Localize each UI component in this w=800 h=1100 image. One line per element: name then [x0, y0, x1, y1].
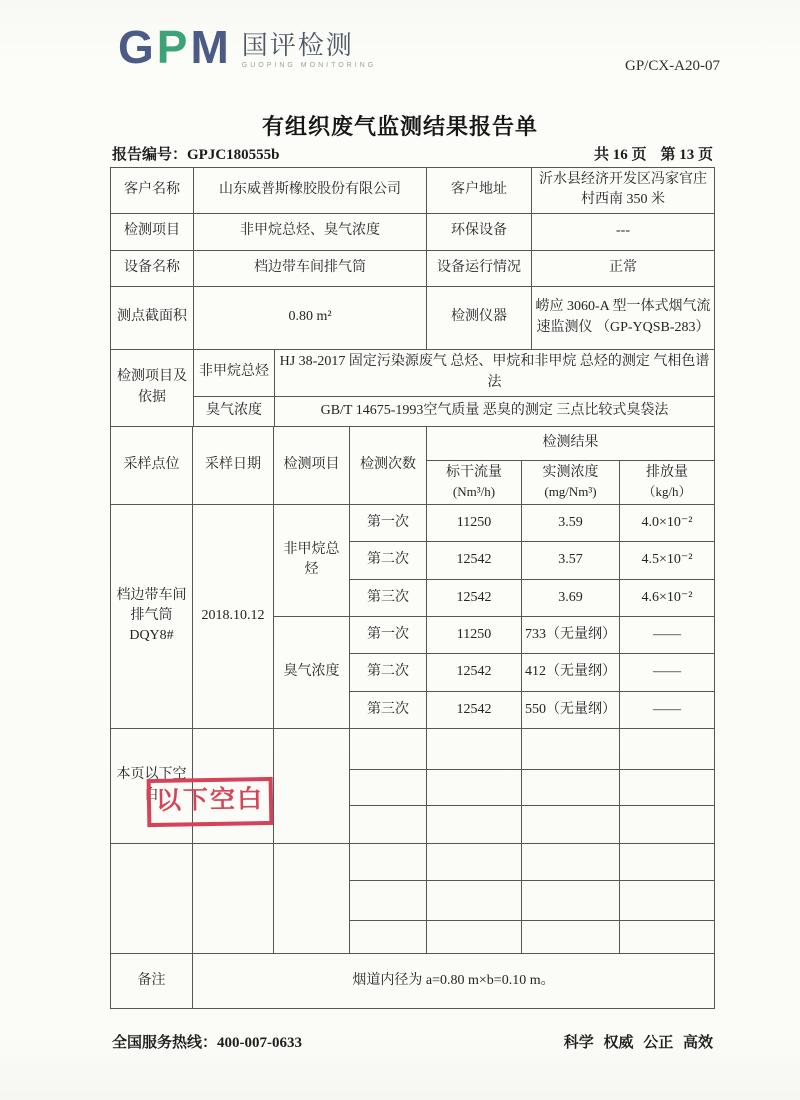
empty-cell — [427, 880, 522, 920]
col-header-item: 检测项目 — [274, 426, 350, 504]
report-number-label: 报告编号： — [112, 147, 188, 163]
page-current: 第 13 页 — [660, 147, 713, 163]
empty-cell — [350, 843, 427, 880]
result-conc: 550（无量纲） — [522, 691, 620, 728]
result-item: 非甲烷总烃 — [274, 504, 350, 616]
result-flow: 11250 — [427, 504, 522, 541]
result-conc: 3.57 — [522, 541, 620, 579]
info-label: 检测项目 — [111, 213, 194, 250]
col-header-flow — [427, 460, 522, 504]
info-value: --- — [532, 213, 715, 250]
method-item: 非甲烷总烃 — [194, 349, 275, 396]
page-title: 有组织废气监测结果报告单 — [261, 114, 538, 139]
result-flow: 12542 — [427, 691, 522, 728]
info-value: 崂应 3060-A 型一体式烟气流速监测仪 （GP-YQSB-283） — [532, 286, 715, 349]
table-row — [111, 286, 715, 349]
result-times: 第三次 — [350, 579, 427, 616]
result-times: 第二次 — [350, 541, 427, 579]
result-flow: 12542 — [427, 541, 522, 579]
header-conc-label: 实测浓度 — [542, 464, 599, 480]
remark-text: 烟道内径为 a=0.80 m×b=0.10 m。 — [193, 953, 715, 1008]
info-value: 山东威普斯橡胶股份有限公司 — [194, 168, 427, 214]
sampling-point — [111, 504, 193, 728]
empty-cell — [350, 728, 427, 769]
hotline-label: 全国服务热线： — [112, 1035, 218, 1051]
empty-cell — [620, 805, 715, 843]
header-flow-unit: (Nm³/h) — [452, 483, 496, 499]
table-row — [111, 426, 715, 460]
header-flow-label: 标干流量 — [446, 464, 502, 480]
empty-cell — [620, 769, 715, 805]
empty-cell — [620, 880, 715, 920]
sampling-point-line: 排气筒 — [130, 608, 173, 624]
report-tables — [110, 167, 714, 1009]
info-label: 环保设备 — [427, 213, 532, 250]
result-times: 第二次 — [350, 653, 427, 691]
result-emission: —— — [620, 616, 715, 653]
empty-cell — [620, 843, 715, 880]
info-value: 非甲烷总烃、臭气浓度 — [194, 213, 427, 250]
result-conc: 3.59 — [522, 504, 620, 541]
info-label: 设备运行情况 — [427, 250, 532, 286]
methods-label: 检测项目及依据 — [111, 349, 194, 426]
empty-cell — [620, 920, 715, 953]
col-header-emission — [620, 460, 715, 504]
result-conc: 412（无量纲） — [522, 653, 620, 691]
empty-cell — [522, 880, 620, 920]
empty-cell — [522, 769, 620, 805]
empty-cell — [274, 728, 350, 843]
table-row — [111, 250, 715, 286]
info-label: 测点截面积 — [111, 286, 194, 349]
result-emission: —— — [620, 653, 715, 691]
empty-cell — [427, 843, 522, 880]
table-row — [111, 213, 715, 250]
results-table — [110, 426, 715, 1009]
hotline-number: 400-007-0633 — [217, 1035, 303, 1051]
page-footer — [112, 1031, 713, 1052]
logo-gpm-letters — [118, 21, 232, 73]
logo-name-en: GUOPING MONITORING — [241, 62, 377, 69]
table-row — [111, 953, 715, 1008]
pagination — [594, 143, 713, 164]
empty-cell — [522, 805, 620, 843]
table-row — [111, 504, 715, 541]
col-header-times: 检测次数 — [350, 426, 427, 504]
result-emission: 4.5×10⁻² — [620, 541, 715, 579]
empty-cell — [111, 843, 193, 953]
method-standard: HJ 38-2017 固定污染源废气 总烃、甲烷和非甲烷 总烃的测定 气相色谱法 — [275, 349, 715, 396]
header-emission-unit: （kg/h） — [642, 483, 692, 499]
table-row — [111, 168, 715, 214]
logo-name-cn: 国评检测 — [241, 30, 354, 60]
result-conc: 3.69 — [522, 579, 620, 616]
empty-cell — [427, 920, 522, 953]
report-number-line — [112, 143, 713, 164]
col-header-group: 检测结果 — [427, 426, 715, 460]
method-standard: GB/T 14675-1993空气质量 恶臭的测定 三点比较式臭袋法 — [275, 396, 715, 426]
empty-cell — [350, 880, 427, 920]
sampling-point-line: 档边带车间 — [116, 587, 187, 603]
empty-cell — [427, 769, 522, 805]
blank-stamp: 以下空白 — [147, 777, 274, 827]
info-label: 客户名称 — [111, 168, 194, 214]
result-times: 第一次 — [350, 616, 427, 653]
result-flow: 11250 — [427, 616, 522, 653]
col-header-date: 采样日期 — [193, 426, 274, 504]
info-value: 沂水县经济开发区冯家官庄村西南 350 米 — [532, 168, 715, 214]
info-label: 检测仪器 — [427, 286, 532, 349]
pages-total: 共 16 页 — [593, 147, 647, 163]
result-times: 第一次 — [350, 504, 427, 541]
empty-cell — [522, 920, 620, 953]
result-flow: 12542 — [427, 579, 522, 616]
empty-cell — [350, 769, 427, 805]
company-logo — [118, 21, 377, 73]
table-row — [111, 843, 715, 880]
document-code: GP/CX-A20-07 — [624, 58, 720, 74]
empty-cell — [522, 728, 620, 769]
empty-cell — [427, 805, 522, 843]
empty-cell — [274, 843, 350, 953]
info-value: 0.80 m² — [194, 286, 427, 349]
info-label: 客户地址 — [427, 168, 532, 214]
info-table — [110, 167, 715, 350]
empty-cell — [427, 728, 522, 769]
sampling-date: 2018.10.12 — [193, 504, 274, 728]
info-value: 正常 — [532, 250, 715, 286]
empty-cell — [193, 843, 274, 953]
info-value: 档边带车间排气筒 — [194, 250, 427, 286]
sampling-point-line: DQY8# — [129, 628, 174, 644]
info-label: 设备名称 — [111, 250, 194, 286]
empty-cell — [620, 728, 715, 769]
blank-note-cell — [111, 728, 265, 843]
footer-slogan: 科学 权威 公正 高效 — [563, 1035, 713, 1051]
blank-note-text: 本页以下空白 — [116, 767, 187, 803]
header-conc-unit: (mg/Nm³) — [544, 483, 597, 499]
col-header-point: 采样点位 — [111, 426, 193, 504]
method-item: 臭气浓度 — [194, 396, 275, 426]
remark-label: 备注 — [111, 953, 193, 1008]
col-header-conc — [522, 460, 620, 504]
header-emission-label: 排放量 — [646, 464, 688, 480]
result-item: 臭气浓度 — [274, 616, 350, 728]
table-row — [111, 396, 715, 426]
result-times: 第三次 — [350, 691, 427, 728]
report-number-value: GPJC180555b — [187, 147, 280, 163]
logo-letter-p: P — [156, 21, 191, 73]
hotline — [112, 1031, 302, 1052]
empty-cell — [522, 843, 620, 880]
empty-cell — [350, 920, 427, 953]
logo-letter-m: M — [190, 21, 232, 73]
result-emission: —— — [620, 691, 715, 728]
empty-cell — [350, 805, 427, 843]
result-emission: 4.0×10⁻² — [620, 504, 715, 541]
table-row — [111, 728, 715, 769]
methods-table — [110, 349, 715, 427]
logo-text — [242, 32, 376, 69]
result-conc: 733（无量纲） — [522, 616, 620, 653]
result-emission: 4.6×10⁻² — [620, 579, 715, 616]
result-flow: 12542 — [427, 653, 522, 691]
logo-letter-g: G — [118, 21, 157, 73]
table-row — [111, 349, 715, 396]
report-number — [112, 143, 280, 164]
